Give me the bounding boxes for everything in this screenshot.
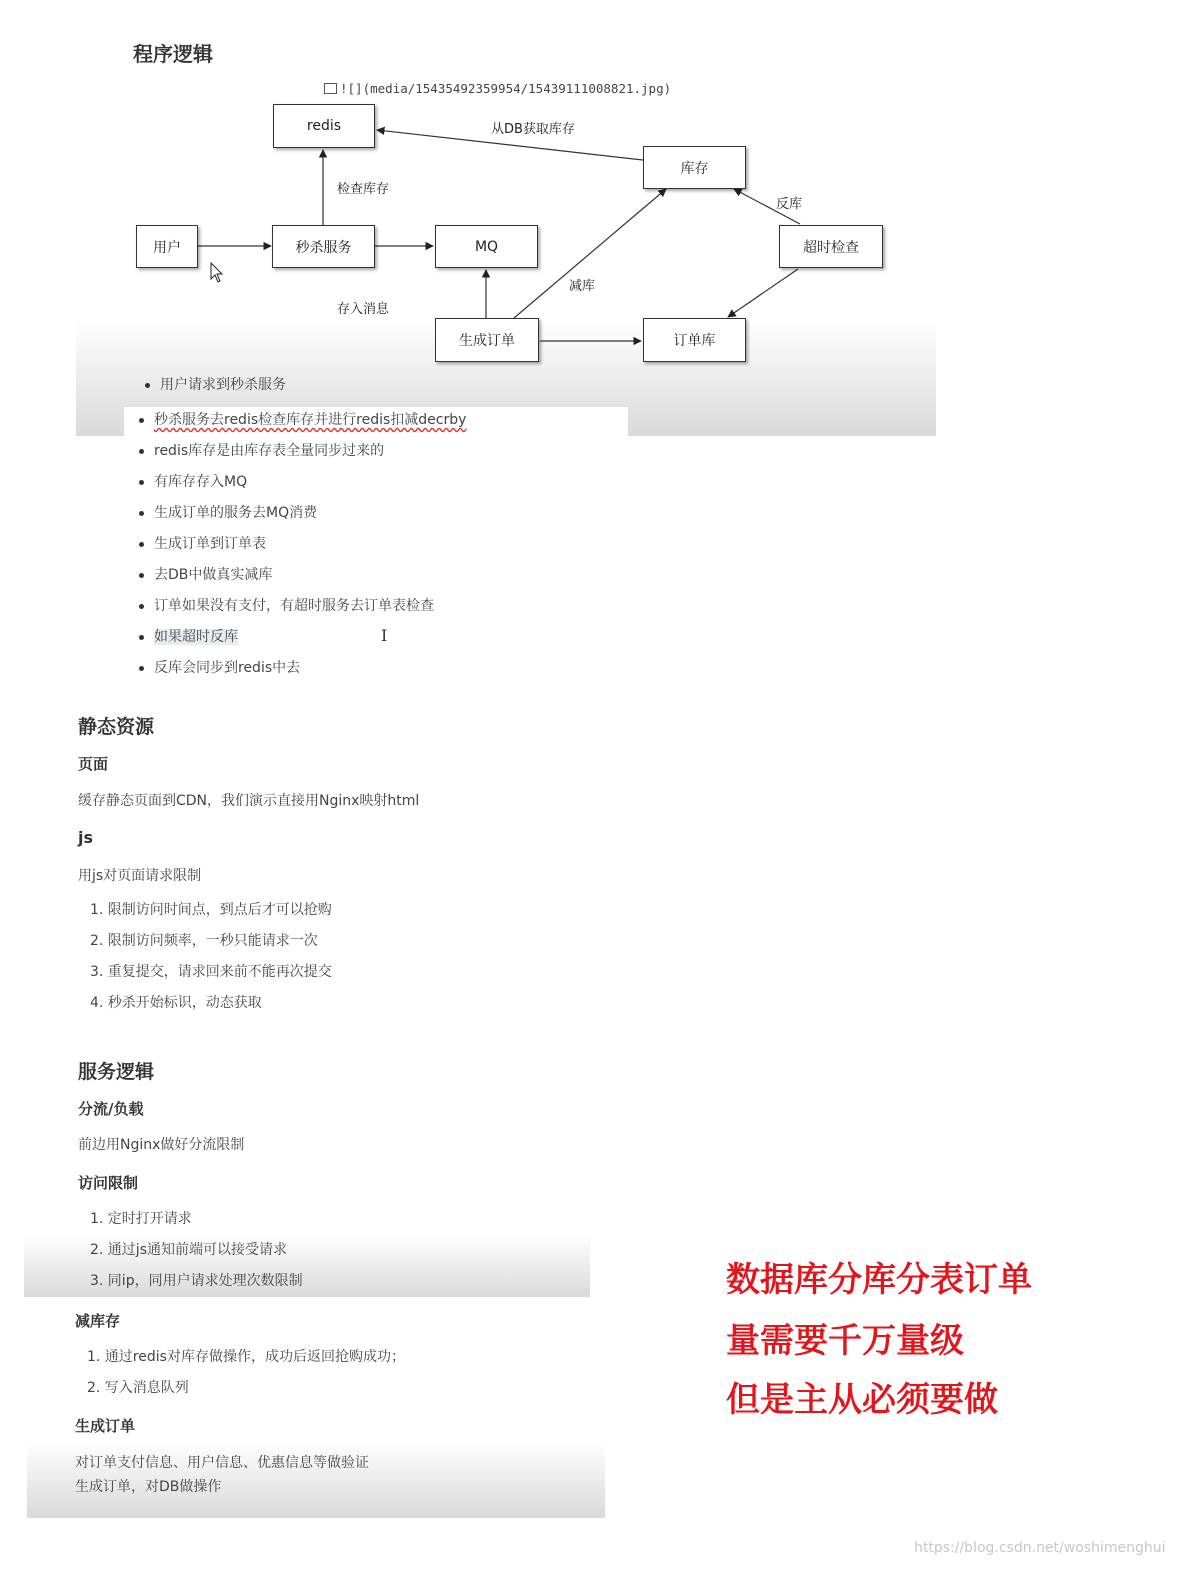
list-item: 有库存存入MQ (136, 471, 466, 502)
label-reduce-stock: 减库 (569, 279, 596, 294)
list-item: 3. 重复提交，请求回来前不能再次提交 (90, 964, 332, 980)
node-timeout-check: 超时检查 (779, 225, 883, 268)
annotation-line-2: 量需要千万量级 (726, 1321, 964, 1361)
bullet-list (136, 409, 466, 688)
heading-js: js (78, 828, 94, 847)
load-balance-text: 前边用Nginx做好分流限制 (78, 1137, 245, 1153)
list-item: 生成订单的服务去MQ消费 (136, 502, 466, 533)
watermark: https://blog.csdn.net/woshimenghui (914, 1540, 1166, 1556)
list-item: redis库存是由库存表全量同步过来的 (136, 440, 466, 471)
list-item-text: 如果超时反库 (154, 629, 238, 645)
flow-diagram-arrows (0, 0, 1178, 400)
list-item-text: 秒杀服务去redis检查库存并进行redis扣减decrby (154, 412, 467, 428)
list-item: 2. 通过js通知前端可以接受请求 (90, 1242, 287, 1258)
list-item: 去DB中做真实减库 (136, 564, 466, 595)
node-redis: redis (273, 104, 375, 148)
heading-access-limit: 访问限制 (78, 1174, 139, 1192)
bullet-list-top (142, 374, 286, 405)
label-check-stock: 检查库存 (337, 182, 390, 197)
heading-load-balance: 分流/负载 (78, 1100, 144, 1118)
node-user: 用户 (136, 225, 198, 268)
arrow-timeout-to-orderdb (728, 269, 798, 317)
list-item: 1. 定时打开请求 (90, 1211, 192, 1227)
list-item: 反库会同步到redis中去 (136, 657, 466, 688)
list-item: 2. 限制访问频率，一秒只能请求一次 (90, 933, 318, 949)
access-limit-list (90, 1208, 303, 1301)
label-return-stock: 反库 (776, 197, 803, 212)
list-item: 2. 写入消息队列 (87, 1380, 189, 1396)
label-store-message: 存入消息 (337, 302, 390, 317)
heading-page: 页面 (78, 755, 109, 773)
list-item: 生成订单到订单表 (136, 533, 466, 564)
node-create-order: 生成订单 (435, 318, 539, 362)
order-line-1: 对订单支付信息、用户信息、优惠信息等做验证 (75, 1455, 369, 1471)
image-reference-text: ![](media/15435492359954/15439111008821.jpg) (340, 81, 672, 96)
list-item: 用户请求到秒杀服务 (142, 374, 286, 405)
page-text: 缓存静态页面到CDN，我们演示直接用Nginx映射html (78, 793, 420, 809)
section-title-static: 静态资源 (78, 716, 155, 738)
mouse-cursor-icon (211, 263, 222, 282)
label-from-db: 从DB获取库存 (491, 122, 575, 137)
js-text: 用js对页面请求限制 (78, 868, 202, 884)
js-ordered-list (90, 899, 332, 1023)
node-order-db: 订单库 (643, 318, 746, 362)
list-item: 1. 通过redis对库存做操作，成功后返回抢购成功； (87, 1349, 405, 1365)
list-item (136, 409, 466, 440)
list-item: 4. 秒杀开始标识，动态获取 (90, 995, 262, 1011)
order-line-2: 生成订单，对DB做操作 (75, 1479, 222, 1495)
heading-create-order: 生成订单 (75, 1417, 136, 1435)
reduce-stock-list (87, 1346, 405, 1408)
list-item: 订单如果没有支付，有超时服务去订单表检查 (136, 595, 466, 626)
section-title-program-logic: 程序逻辑 (133, 42, 213, 66)
list-item: 3. 同ip，同用户请求处理次数限制 (90, 1273, 303, 1289)
heading-reduce-stock: 减库存 (75, 1312, 121, 1330)
list-item: 1. 限制访问时间点，到点后才可以抢购 (90, 902, 332, 918)
annotation-line-3: 但是主从必须要做 (726, 1380, 998, 1420)
text-cursor-icon: I (381, 626, 388, 645)
node-seckill-service: 秒杀服务 (272, 225, 375, 268)
section-title-service: 服务逻辑 (78, 1061, 155, 1083)
node-mq: MQ (435, 225, 538, 268)
annotation-line-1: 数据库分库分表订单 (726, 1260, 1032, 1300)
list-item (136, 626, 466, 657)
node-stock: 库存 (643, 146, 746, 189)
